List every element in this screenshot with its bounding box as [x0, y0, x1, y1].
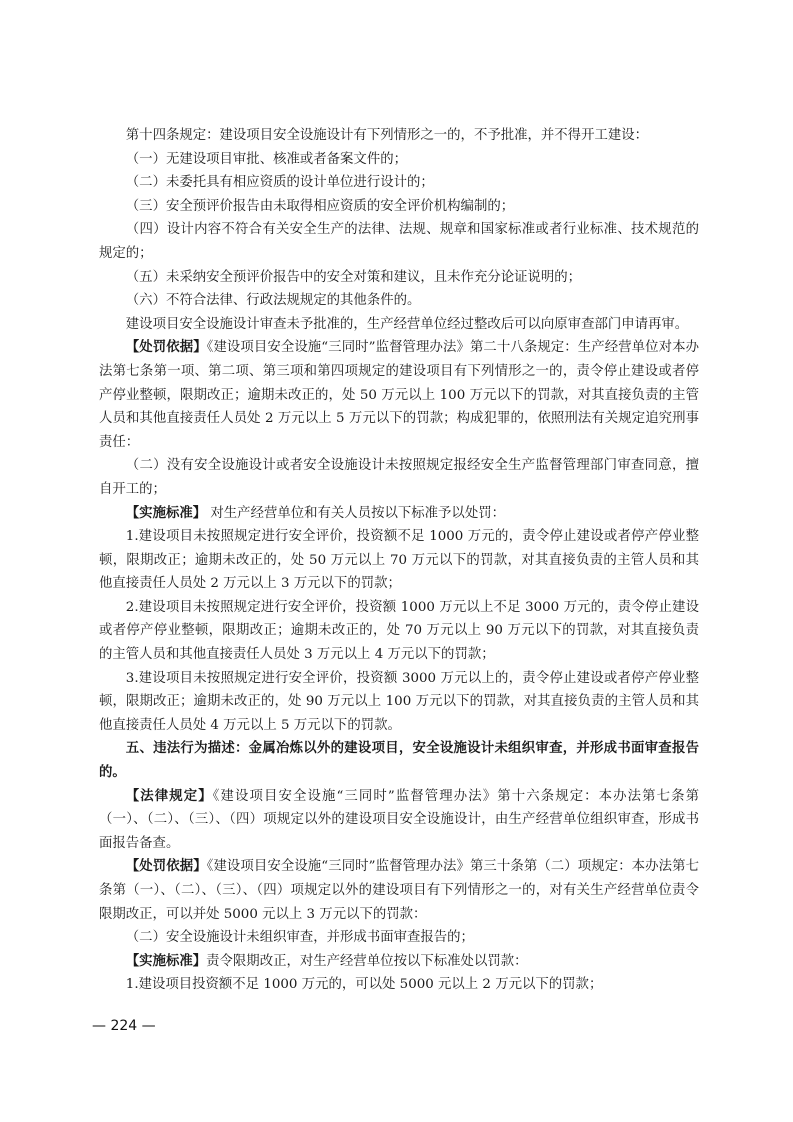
paragraph [99, 502, 699, 526]
page-number: — 224 — [92, 1018, 156, 1034]
paragraph [99, 124, 699, 148]
paragraph [99, 737, 699, 784]
paragraph-text: 《建设项目安全设施“三同时”监督管理办法》第二十八条规定：生产经营单位对本办法第七条第一项、第二项、第三项和第四项规定的建设项目有下列情形之一的，责令停止建设或者停产停业整顿，限期改正；逾期未改正的，处 50 万元以上 100 万元以下的罚款，对其直接负责的主管人员和其他直接责任人员处 2 万元以上 5 万元以下的罚款；构成犯罪的，依照刑法有关规定追究刑事责任： [99, 340, 699, 450]
paragraph [99, 266, 699, 290]
paragraph-text: 1.建设项目未按照规定进行安全评价，投资额不足 1000 万元的，责令停止建设或者停产停业整顿，限期改正；逾期未改正的，处 50 万元以上 70 万元以下的罚款，对其直接负责的主管人员和其他直接责任人员处 2 万元以上 3 万元以下的罚款； [99, 529, 699, 592]
paragraph [99, 218, 699, 265]
paragraph-text: （六）不符合法律、行政法规规定的其他条件的。 [125, 293, 421, 309]
paragraph [99, 667, 699, 738]
paragraph-text: 《建设项目安全设施“三同时”监督管理办法》第十六条规定：本办法第七条第（一）、（二）、（三）、（四）项规定以外的建设项目安全设施设计，由生产经营单位组织审查，形成书面报告备查。 [99, 788, 700, 851]
paragraph-text: （三）安全预评价报告由未取得相应资质的安全评价机构编制的； [125, 198, 515, 214]
paragraph-text: （一）无建设项目审批、核准或者备案文件的； [125, 151, 407, 167]
document-body [99, 124, 699, 997]
paragraph-text: （二）没有安全设施设计或者安全设施设计未按照规定报经安全生产监督管理部门审查同意，擅自开工的； [99, 458, 699, 497]
paragraph-text: （二）安全设施设计未组织审查，并形成书面审查报告的； [125, 930, 474, 946]
paragraph [99, 148, 699, 172]
paragraph-text: 建设项目安全设施设计审查未予批准的，生产经营单位经过整改后可以向原审查部门申请再审。 [125, 316, 689, 332]
paragraph-text: 第十四条规定：建设项目安全设施设计有下列情形之一的，不予批准，并不得开工建设： [125, 128, 649, 143]
paragraph-text: 3.建设项目未按照规定进行安全评价，投资额 3000 万元以上的，责令停止建设或者停产停业整顿，限期改正；逾期未改正的，处 90 万元以上 100 万元以下的罚款，对其直接负责的主管人员和其他直接责任人员处 4 万元以上 5 万元以下的罚款。 [99, 670, 699, 733]
bold-heading-text: 【处罚依据】 [125, 339, 207, 356]
paragraph-text: 2.建设项目未按照规定进行安全评价，投资额 1000 万元以上不足 3000 万元的，责令停止建设或者停产停业整顿，限期改正；逾期未改正的，处 70 万元以上 90 万元以下的罚款，对其直接负责的主管人员和其他直接责任人员处 3 万元以上 4 万元以下的罚款； [99, 599, 699, 663]
bold-heading-text: 【实施标准】 [125, 952, 207, 969]
paragraph-text: 1.建设项目投资额不足 1000 万元的，可以处 5000 元以上 2 万元以下的罚款； [125, 977, 603, 993]
paragraph [99, 454, 699, 501]
paragraph [99, 313, 699, 337]
paragraph [99, 289, 699, 313]
paragraph [99, 950, 699, 974]
bold-heading-text: 五、违法行为描述：金属冶炼以外的建设项目，安全设施设计未组织审查，并形成书面审查报告的。 [99, 740, 699, 781]
paragraph [99, 855, 699, 926]
paragraph-text: （五）未采纳安全预评价报告中的安全对策和建议，且未作充分论证说明的； [125, 269, 582, 285]
paragraph-text: （二）未委托具有相应资质的设计单位进行设计的； [125, 175, 434, 191]
bold-heading-text: 【实施标准】 [125, 504, 207, 521]
paragraph [99, 195, 699, 219]
paragraph-text: 《建设项目安全设施“三同时”监督管理办法》第三十条第（二）项规定：本办法第七条第（一）、（二）、（三）、（四）项规定以外的建设项目有下列情形之一的，对有关生产经营单位责令限期改正，可以并处 5000 元以上 3 万元以下的罚款： [99, 859, 699, 922]
paragraph [99, 785, 699, 856]
paragraph-text: 对生产经营单位和有关人员按以下标准予以处罚： [206, 505, 505, 521]
bold-heading-text: 【法律规定】 [125, 787, 213, 804]
paragraph [99, 596, 699, 667]
paragraph [99, 336, 699, 454]
paragraph-text: 责令限期改正，对生产经营单位按以下标准处以罚款： [206, 953, 528, 969]
bold-heading-text: 【处罚依据】 [125, 858, 207, 875]
paragraph-text: （四）设计内容不符合有关安全生产的法律、法规、规章和国家标准或者行业标准、技术规范的规定的； [99, 222, 699, 261]
paragraph [99, 973, 699, 997]
paragraph [99, 171, 699, 195]
paragraph [99, 926, 699, 950]
paragraph [99, 525, 699, 596]
